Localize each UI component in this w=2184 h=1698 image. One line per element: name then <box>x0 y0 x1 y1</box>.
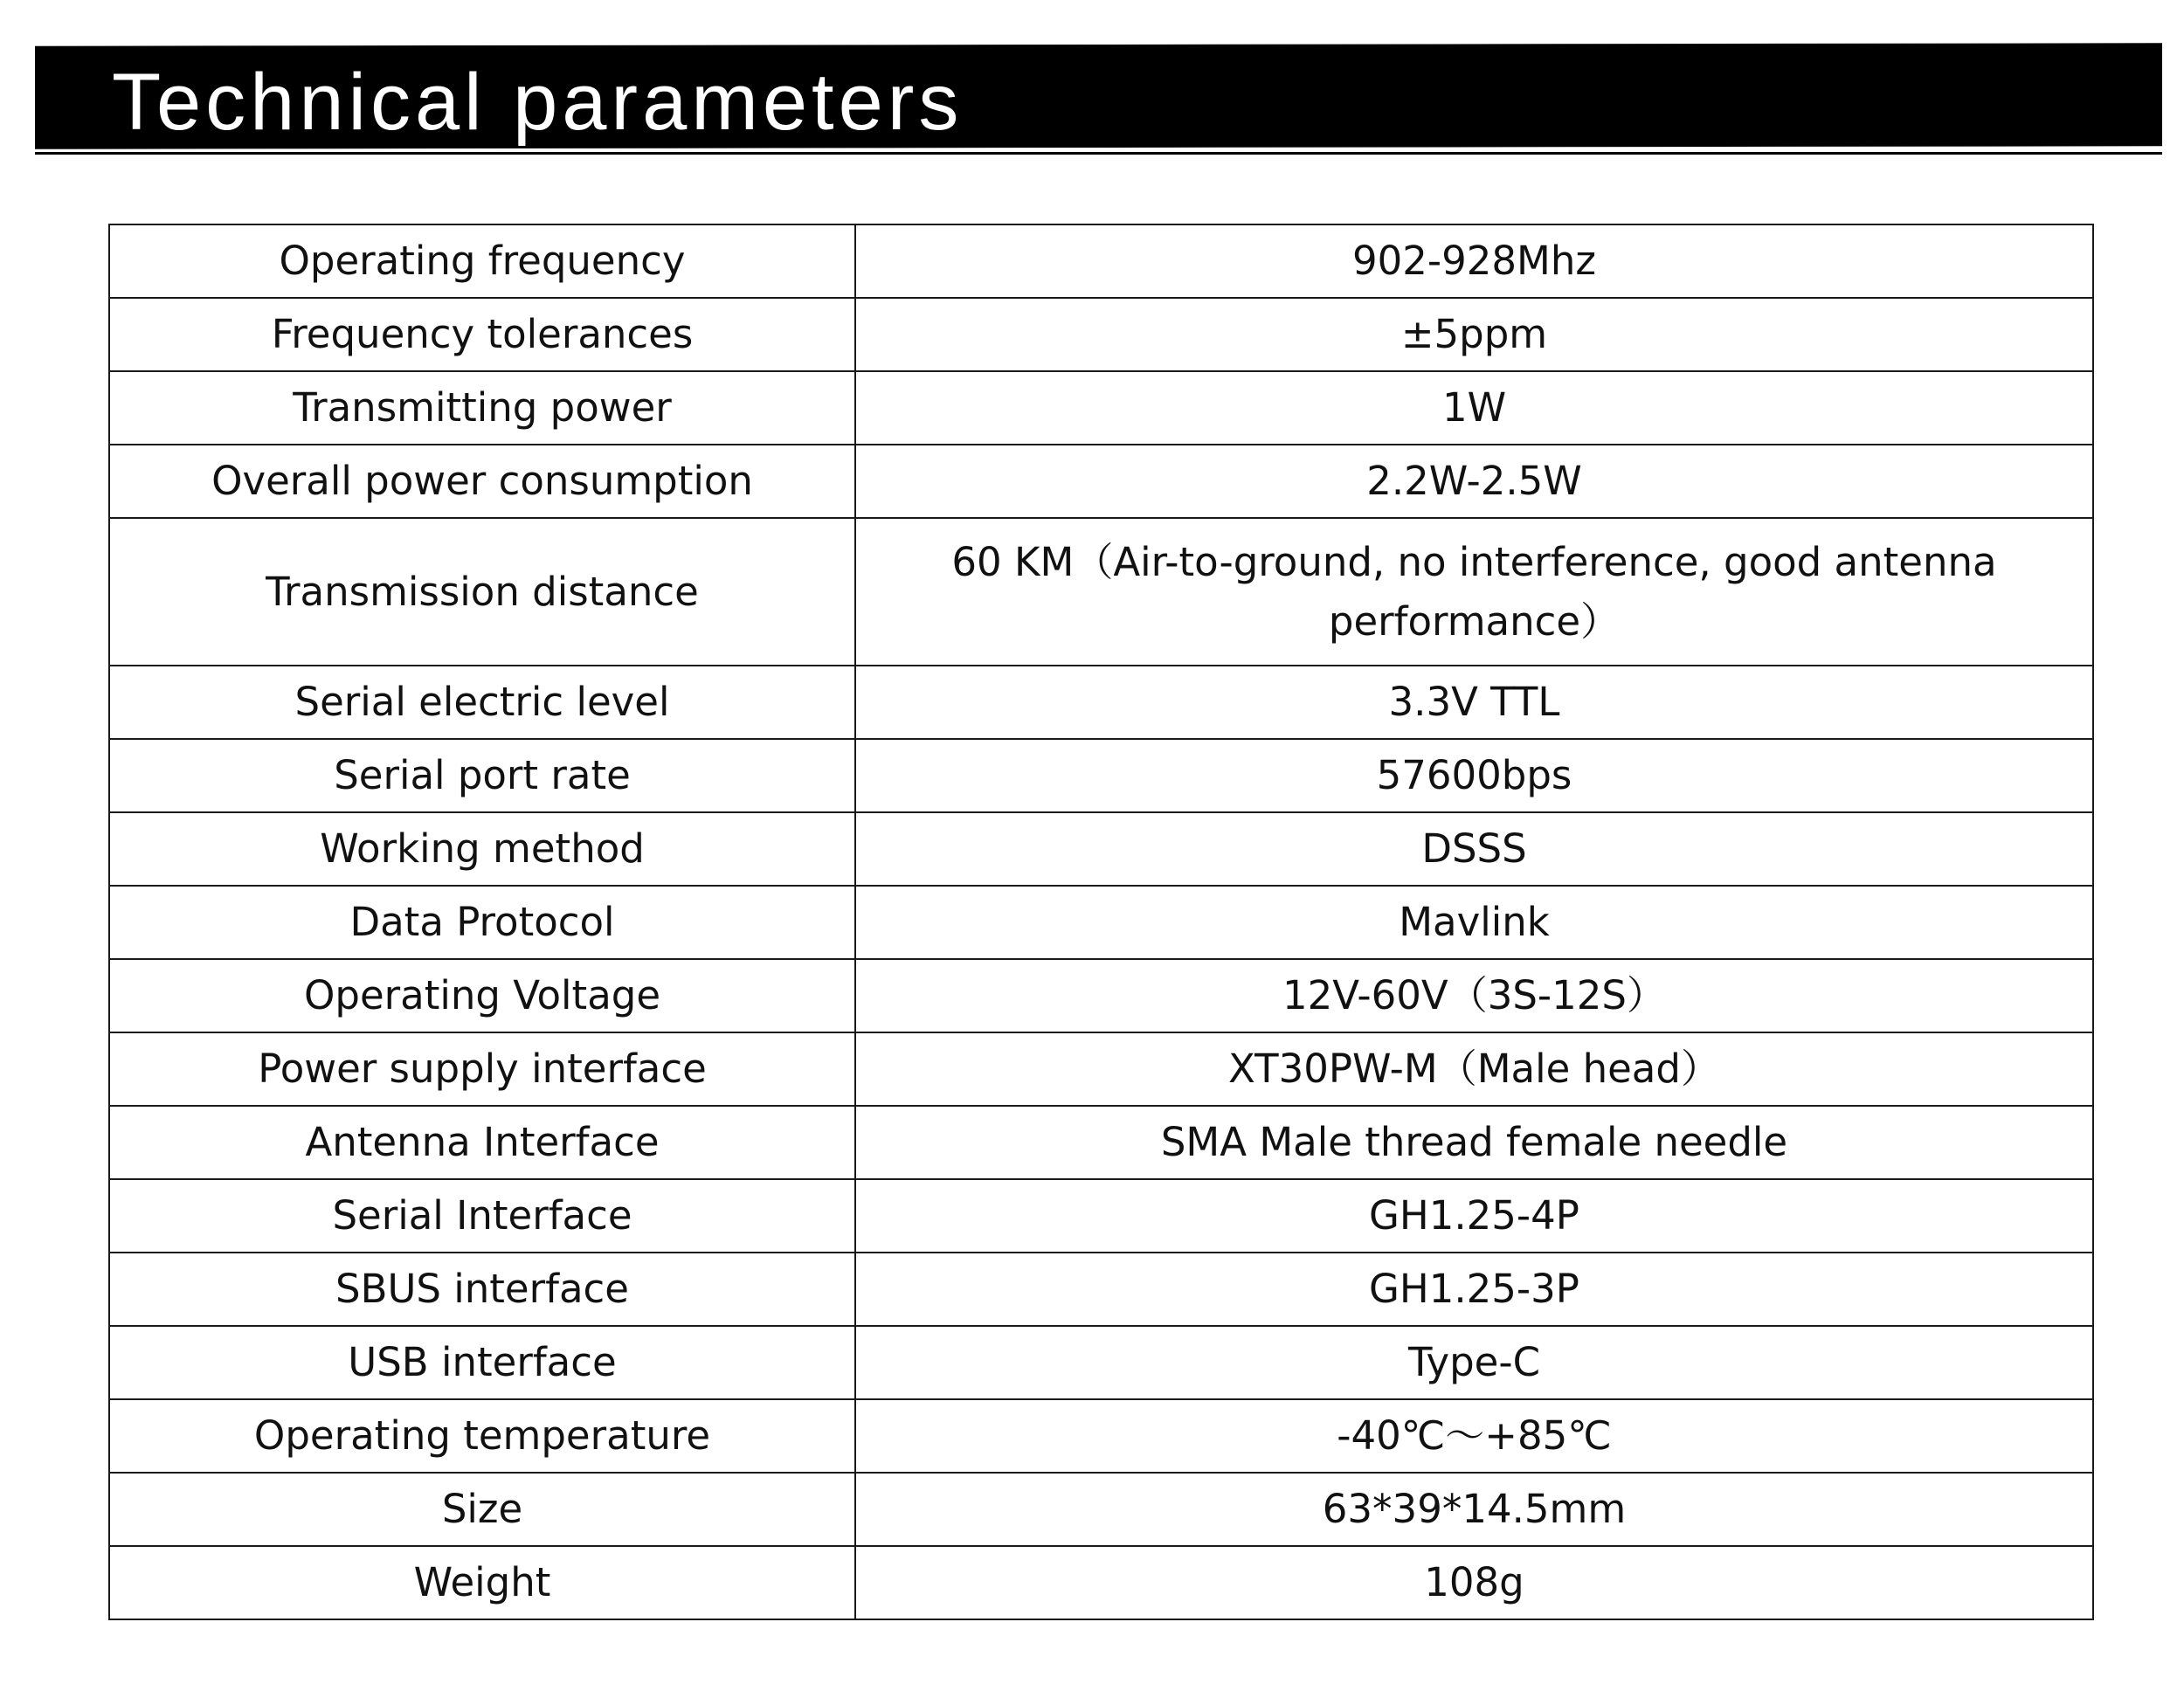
spec-value: ±5ppm <box>855 298 2093 371</box>
page-title: Technical parameters <box>112 58 964 147</box>
table-row <box>109 1032 2093 1106</box>
spec-label: Overall power consumption <box>109 445 855 518</box>
table-row <box>109 959 2093 1032</box>
table-row <box>109 371 2093 445</box>
spec-value: 12V-60V（3S-12S） <box>855 959 2093 1032</box>
spec-value: DSSS <box>855 812 2093 886</box>
spec-label: Serial electric level <box>109 666 855 739</box>
spec-label: Operating Voltage <box>109 959 855 1032</box>
table-row <box>109 518 2093 666</box>
table-row <box>109 1326 2093 1399</box>
spec-value: 1W <box>855 371 2093 445</box>
spec-label: Transmission distance <box>109 518 855 666</box>
title-underline <box>35 152 2162 155</box>
spec-value: 57600bps <box>855 739 2093 812</box>
spec-label: Weight <box>109 1546 855 1619</box>
spec-value: -40℃～+85℃ <box>855 1399 2093 1473</box>
table-row <box>109 812 2093 886</box>
spec-table <box>108 224 2094 1620</box>
spec-value: SMA Male thread female needle <box>855 1106 2093 1179</box>
spec-value: GH1.25-4P <box>855 1179 2093 1253</box>
spec-value: 63*39*14.5mm <box>855 1473 2093 1546</box>
spec-value: Type-C <box>855 1326 2093 1399</box>
table-row <box>109 886 2093 959</box>
spec-label: USB interface <box>109 1326 855 1399</box>
table-row <box>109 298 2093 371</box>
table-row <box>109 1473 2093 1546</box>
spec-label: SBUS interface <box>109 1253 855 1326</box>
spec-label: Operating temperature <box>109 1399 855 1473</box>
spec-label: Operating frequency <box>109 224 855 298</box>
spec-label: Transmitting power <box>109 371 855 445</box>
spec-value: 60 KM（Air-to-ground, no interference, good antenna performance） <box>855 518 2093 666</box>
table-row <box>109 739 2093 812</box>
spec-label: Antenna Interface <box>109 1106 855 1179</box>
spec-value: 902-928Mhz <box>855 224 2093 298</box>
spec-label: Working method <box>109 812 855 886</box>
spec-value: XT30PW-M（Male head） <box>855 1032 2093 1106</box>
spec-label: Size <box>109 1473 855 1546</box>
table-row <box>109 1546 2093 1619</box>
spec-value: Mavlink <box>855 886 2093 959</box>
spec-label: Serial port rate <box>109 739 855 812</box>
spec-value: 108g <box>855 1546 2093 1619</box>
table-row <box>109 1253 2093 1326</box>
table-row <box>109 1399 2093 1473</box>
table-row <box>109 224 2093 298</box>
table-row <box>109 666 2093 739</box>
table-row <box>109 1106 2093 1179</box>
spec-label: Serial Interface <box>109 1179 855 1253</box>
spec-value: 3.3V TTL <box>855 666 2093 739</box>
spec-value: GH1.25-3P <box>855 1253 2093 1326</box>
spec-value: 2.2W-2.5W <box>855 445 2093 518</box>
table-row <box>109 1179 2093 1253</box>
spec-label: Power supply interface <box>109 1032 855 1106</box>
spec-label: Data Protocol <box>109 886 855 959</box>
spec-label: Frequency tolerances <box>109 298 855 371</box>
table-row <box>109 445 2093 518</box>
